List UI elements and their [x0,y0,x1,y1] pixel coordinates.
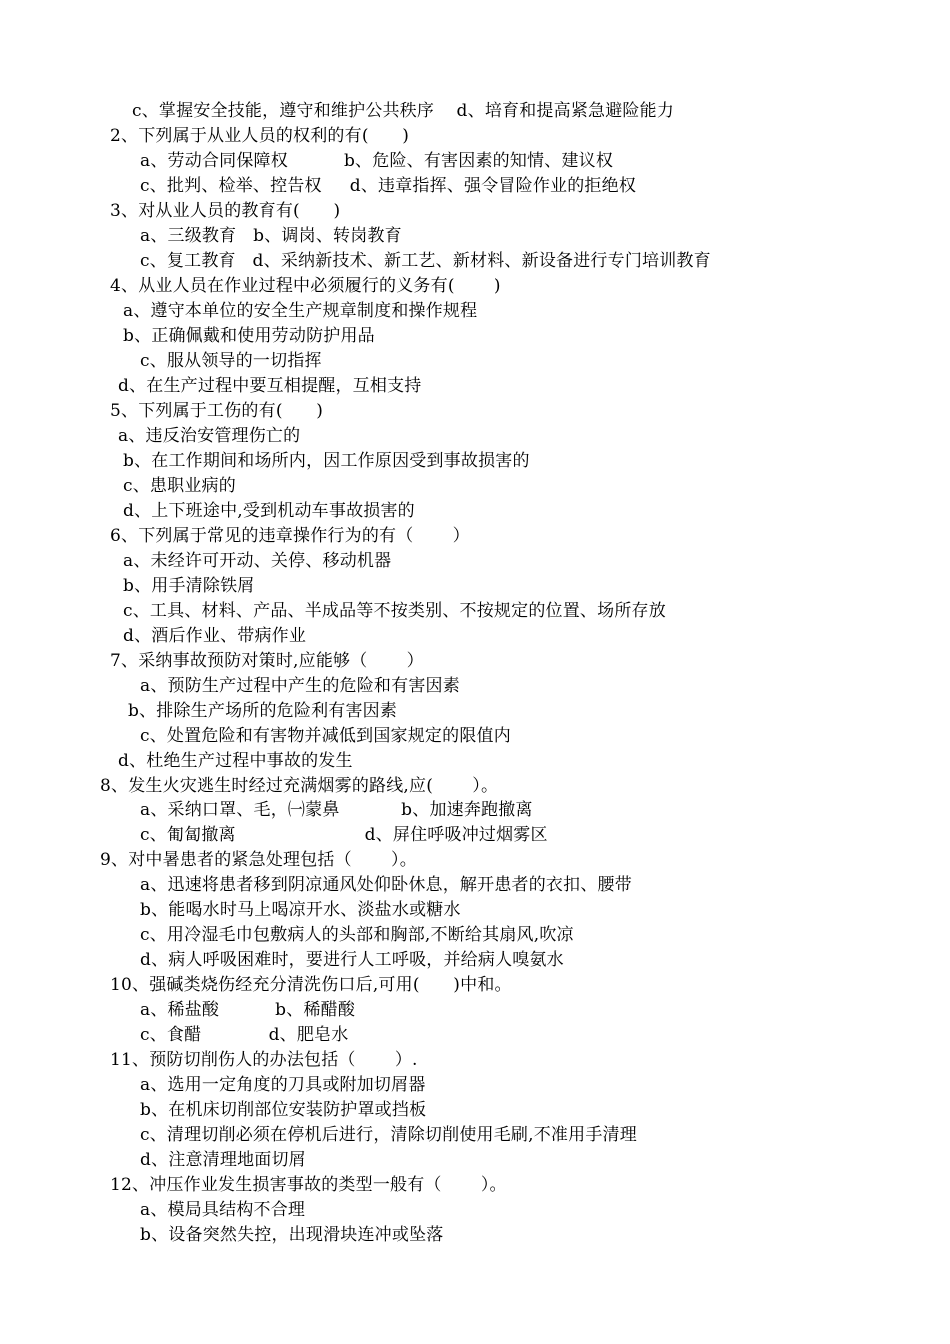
option-11a: a、选用一定角度的刀具或附加切屑器 [140,1075,426,1095]
question-8: 8、发生火灾逃生时经过充满烟雾的路线,应( ）。 [100,776,499,796]
option-9a: a、迅速将患者移到阴凉通风处仰卧休息，解开患者的衣扣、腰带 [140,875,632,895]
option-11d: d、注意清理地面切屑 [140,1150,306,1170]
option-6d: d、酒后作业、带病作业 [123,626,307,646]
question-10: 10、强碱类烧伤经充分清洗伤口后,可用( )中和。 [110,975,512,995]
option-7b: b、排除生产场所的危险利有害因素 [128,701,398,721]
option-6b: b、用手清除铁屑 [123,576,255,596]
option-12a: a、模局具结构不合理 [140,1200,306,1220]
option-4a: a、遵守本单位的安全生产规章制度和操作规程 [123,301,478,321]
option-5b: b、在工作期间和场所内，因工作原因受到事故损害的 [123,451,530,471]
question-9: 9、对中暑患者的紧急处理包括（ ）。 [100,850,417,870]
option-line-1-cd: c、掌握安全技能，遵守和维护公共秩序 d、培育和提高紧急避险能力 [132,101,675,121]
option-4d: d、在生产过程中要互相提醒，互相支持 [118,376,422,396]
question-11: 11、预防切削伤人的办法包括（ ）. [110,1050,418,1070]
option-9d: d、病人呼吸困难时，要进行人工呼吸，并给病人嗅氨水 [140,950,564,970]
option-6c: c、工具、材料、产品、半成品等不按类别、不按规定的位置、场所存放 [123,601,666,621]
question-3: 3、对从业人员的教育有( ) [110,201,341,221]
option-line-8-cd: c、匍匐撤离 d、屏住呼吸冲过烟雾区 [140,825,548,845]
option-7a: a、预防生产过程中产生的危险和有害因素 [140,676,460,696]
question-7: 7、采纳事故预防对策时,应能够（ ） [110,651,424,671]
option-7c: c、处置危险和有害物并减低到国家规定的限值内 [140,726,511,746]
option-line-2-cd: c、批判、检举、控告权 d、违章指挥、强令冒险作业的拒绝权 [140,176,637,196]
option-line-8-ab: a、采纳口罩、毛，㈠蒙鼻 b、加速奔跑撤离 [140,800,533,820]
option-9b: b、能喝水时马上喝凉开水、淡盐水或糖水 [140,900,461,920]
question-2: 2、下列属于从业人员的权利的有( ) [110,126,410,146]
option-line-3-cd: c、复工教育 d、采纳新技术、新工艺、新材料、新设备进行专门培训教育 [140,251,711,271]
option-4b: b、正确佩戴和使用劳动防护用品 [123,326,375,346]
option-6a: a、未经许可开动、关停、移动机器 [123,551,392,571]
question-5: 5、下列属于工伤的有( ) [110,401,324,421]
option-4c: c、服从领导的一切指挥 [140,351,322,371]
option-9c: c、用冷湿毛巾包敷病人的头部和胸部,不断给其扇风,吹凉 [140,925,574,945]
option-11c: c、清理切削必须在停机后进行，清除切削使用毛刷,不准用手清理 [140,1125,637,1145]
option-5a: a、违反治安管理伤亡的 [118,426,301,446]
question-12: 12、冲压作业发生损害事故的类型一般有（ ）。 [110,1175,507,1195]
question-4: 4、从业人员在作业过程中必须履行的义务有( ) [110,276,501,296]
option-7d: d、杜绝生产过程中事故的发生 [118,751,353,771]
option-5d: d、上下班途中,受到机动车事故损害的 [123,501,415,521]
option-line-3-ab: a、三级教育 b、调岗、转岗教育 [140,226,402,246]
option-12b: b、设备突然失控，出现滑块连冲或坠落 [140,1225,444,1245]
option-11b: b、在机床切削部位安装防护罩或挡板 [140,1100,427,1120]
option-line-10-cd: c、食醋 d、肥皂水 [140,1025,349,1045]
question-6: 6、下列属于常见的违章操作行为的有（ ） [110,526,470,546]
option-5c: c、患职业病的 [123,476,236,496]
option-line-2-ab: a、劳动合同保障权 b、危险、有害因素的知情、建议权 [140,151,614,171]
option-line-10-ab: a、稀盐酸 b、稀醋酸 [140,1000,356,1020]
